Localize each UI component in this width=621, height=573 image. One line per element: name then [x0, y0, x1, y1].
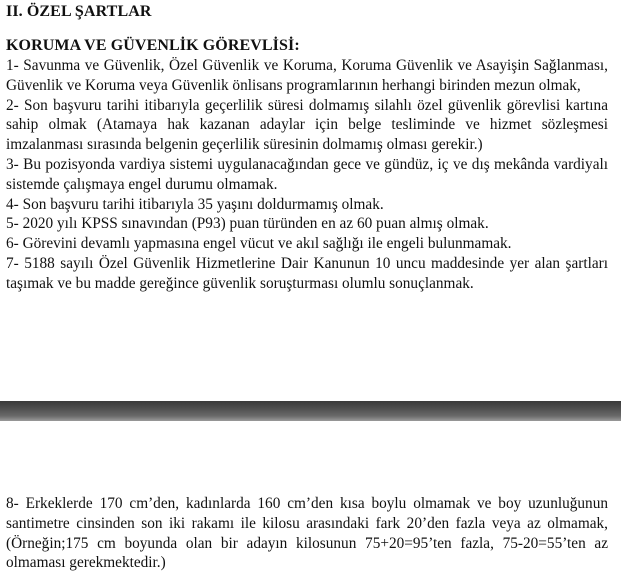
requirement-item: 4- Son başvuru tarihi itibarıyla 35 yaşını doldurmamış olmak. [6, 195, 384, 213]
requirements-list [6, 56, 608, 294]
requirement-item: 3- Bu pozisyonda vardiya sistemi uygulanacağından gece ve gündüz, iç ve dış mekânda vardiyalı sistemde çalışmaya engel durumu olmamak. [6, 155, 608, 193]
requirement-item: 2- Son başvuru tarihi itibarıyla geçerlilik süresi dolmamış silahlı özel güvenlik görevlisi kartına sahip olmak (Atamaya hak kazanan adaylar için belge tesliminde ve hizmet sözleşmesi imzalanması sırasında belgenin geçerlilik süresinin dolmamış olması gerekir.) [6, 96, 608, 154]
role-title: KORUMA VE GÜVENLİK GÖREVLİSİ: [6, 37, 300, 54]
section-title: II. ÖZEL ŞARTLAR [6, 3, 152, 20]
requirement-item: 7- 5188 sayılı Özel Güvenlik Hizmetlerine Dair Kanunun 10 uncu maddesinde yer alan şartları taşımak ve bu madde gereğince güvenlik soruşturması olumlu sonuçlanmak. [6, 254, 608, 292]
requirements-list-continued [6, 494, 608, 573]
page-break-divider [0, 401, 621, 421]
requirement-item: 5- 2020 yılı KPSS sınavından (P93) puan türünden en az 60 puan almış olmak. [6, 215, 489, 233]
requirement-item: 8- Erkeklerde 170 cm’den, kadınlarda 160 cm’den kısa boylu olmamak ve boy uzunluğunun santimetre cinsinden son iki rakamı ile kilosu arasındaki fark 20’den fazla veya az olmamak, (Örneğin;175 cm boyunda olan bir adayın kilosunun 75+20=95’ten fazla, 75-20=55’ten az olmaması gerekmektedir.) [6, 495, 608, 572]
requirement-item: 6- Görevini devamlı yapmasına engel vücut ve akıl sağlığı ile engeli bulunmamak. [6, 235, 512, 253]
requirement-item: 1- Savunma ve Güvenlik, Özel Güvenlik ve Koruma, Koruma Güvenlik ve Asayişin Sağlanması, Güvenlik ve Koruma veya Güvenlik önlisans programlarının herhangi birinden mezun olmak, [6, 57, 608, 94]
document-page-bottom [0, 421, 621, 573]
